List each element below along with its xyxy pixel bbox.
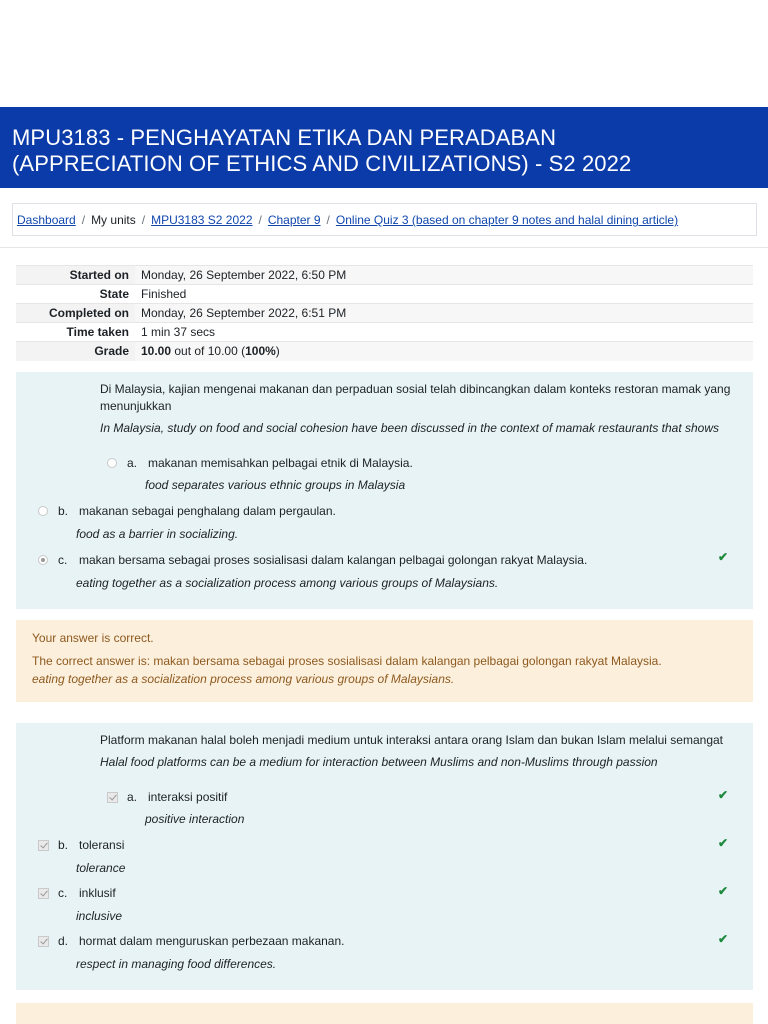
checkbox[interactable] xyxy=(38,936,49,947)
option-text-ms: toleransi xyxy=(79,838,125,852)
radio-button[interactable] xyxy=(38,506,48,516)
option-text-en: eating together as a socialization process among various groups of Malaysians. xyxy=(76,576,499,590)
summary-value: Monday, 26 September 2022, 6:51 PM xyxy=(135,304,753,323)
summary-row-started xyxy=(16,266,753,285)
summary-value: Monday, 26 September 2022, 6:50 PM xyxy=(135,266,753,285)
title-line-1: MPU3183 - PENGHAYATAN ETIKA DAN PERADABAN xyxy=(12,125,557,150)
option-text-ms: interaksi positif xyxy=(148,790,228,804)
breadcrumb-dashboard[interactable]: Dashboard xyxy=(17,213,76,227)
question-2 xyxy=(16,723,753,990)
answer-option-b[interactable] xyxy=(38,838,124,852)
option-text-en: food as a barrier in socializing. xyxy=(76,527,239,541)
breadcrumb-separator: / xyxy=(326,213,330,227)
breadcrumb-chapter[interactable]: Chapter 9 xyxy=(267,213,321,227)
top-blank-area xyxy=(0,0,768,107)
attempt-summary-table xyxy=(16,265,753,361)
feedback-right-answer: The correct answer is: makan bersama sebagai proses sosialisasi dalam kalangan pelbagai golongan rakyat Malaysia. xyxy=(32,654,662,668)
option-text-en: respect in managing food differences. xyxy=(76,957,277,971)
option-text-en: positive interaction xyxy=(145,812,245,826)
option-text-ms: makanan sebagai penghalang dalam pergaulan. xyxy=(79,504,336,518)
breadcrumb-quiz[interactable]: Online Quiz 3 (based on chapter 9 notes and halal dining article) xyxy=(335,213,679,227)
summary-row-completed xyxy=(16,304,753,323)
summary-label: Time taken xyxy=(16,323,135,342)
checkbox[interactable] xyxy=(38,840,49,851)
breadcrumb xyxy=(12,203,757,236)
summary-value: 1 min 37 secs xyxy=(135,323,753,342)
summary-value: Finished xyxy=(135,285,753,304)
grade-score: 10.00 xyxy=(141,344,172,359)
question-text-ms: Di Malaysia, kajian mengenai makanan dan perpaduan sosial telah dibincangkan dalam konteks restoran mamak yang menunjukkan xyxy=(100,382,731,413)
check-icon: ✔ xyxy=(718,788,729,802)
checkbox[interactable] xyxy=(107,792,118,803)
question-text-en: Halal food platforms can be a medium for interaction between Muslims and non-Muslims through passion xyxy=(100,755,658,769)
answer-option-a[interactable] xyxy=(107,456,413,470)
option-letter: b. xyxy=(58,838,69,852)
check-icon: ✔ xyxy=(718,836,729,850)
option-letter: b. xyxy=(58,504,69,518)
question-text-ms: Platform makanan halal boleh menjadi medium untuk interaksi antara orang Islam dan bukan Islam melalui semangat xyxy=(100,733,723,747)
option-letter: c. xyxy=(58,886,68,900)
check-icon: ✔ xyxy=(718,884,729,898)
course-header xyxy=(0,107,768,188)
option-text-ms: makanan memisahkan pelbagai etnik di Malaysia. xyxy=(148,456,413,470)
breadcrumb-course[interactable]: MPU3183 S2 2022 xyxy=(151,213,253,227)
summary-row-state xyxy=(16,285,753,304)
breadcrumb-separator: / xyxy=(258,213,262,227)
breadcrumb-bar xyxy=(0,188,768,248)
next-feedback-box xyxy=(16,1003,753,1024)
answer-option-a[interactable] xyxy=(107,790,227,804)
breadcrumb-my-units: My units xyxy=(91,213,136,227)
grade-percent: 100% xyxy=(245,344,276,359)
feedback-box xyxy=(16,620,753,702)
breadcrumb-separator: / xyxy=(141,213,146,227)
grade-close: ) xyxy=(275,344,280,359)
option-letter: a. xyxy=(127,456,138,470)
radio-button-selected[interactable] xyxy=(38,555,48,565)
option-letter: c. xyxy=(58,553,68,567)
option-text-ms: hormat dalam menguruskan perbezaan makanan. xyxy=(79,934,345,948)
answer-option-b[interactable] xyxy=(38,504,336,518)
option-letter: d. xyxy=(58,934,69,948)
summary-label: Started on xyxy=(16,266,135,285)
summary-row-grade xyxy=(16,342,753,361)
summary-row-time xyxy=(16,323,753,342)
check-icon: ✔ xyxy=(718,550,729,564)
summary-value xyxy=(135,342,753,361)
question-1 xyxy=(16,372,753,609)
feedback-correct: Your answer is correct. xyxy=(32,631,154,645)
answer-option-c[interactable] xyxy=(38,553,587,567)
checkbox[interactable] xyxy=(38,888,49,899)
option-text-en: tolerance xyxy=(76,861,126,875)
check-icon: ✔ xyxy=(718,932,729,946)
question-text-en: In Malaysia, study on food and social cohesion have been discussed in the context of mamak restaurants that shows xyxy=(100,421,720,435)
option-text-ms: inklusif xyxy=(79,886,116,900)
breadcrumb-separator: / xyxy=(81,213,86,227)
summary-label: Completed on xyxy=(16,304,135,323)
answer-option-c[interactable] xyxy=(38,886,116,900)
option-text-ms: makan bersama sebagai proses sosialisasi dalam kalangan pelbagai golongan rakyat Malaysia. xyxy=(79,553,588,567)
option-text-en: food separates various ethnic groups in Malaysia xyxy=(145,478,406,492)
summary-label: Grade xyxy=(16,342,135,361)
answer-option-d[interactable] xyxy=(38,934,345,948)
option-text-en: inclusive xyxy=(76,909,123,923)
title-line-2: (APPRECIATION OF ETHICS AND CIVILIZATIONS) - S2 2022 xyxy=(12,151,632,176)
radio-button[interactable] xyxy=(107,458,117,468)
option-letter: a. xyxy=(127,790,138,804)
summary-label: State xyxy=(16,285,135,304)
grade-out-of: out of 10.00 ( xyxy=(171,344,246,359)
page-title xyxy=(12,125,768,177)
feedback-right-answer-en: eating together as a socialization process among various groups of Malaysians. xyxy=(32,672,455,686)
